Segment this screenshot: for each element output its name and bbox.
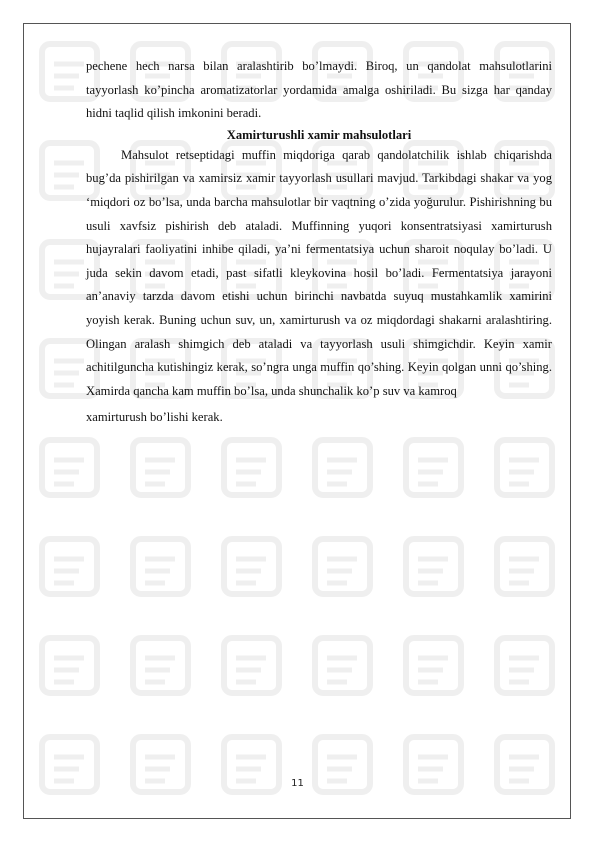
document-body — [86, 55, 552, 430]
paragraph-main-last-line: xamirturush bo’lishi kerak. — [86, 410, 223, 425]
section-heading: Xamirturushli xamir mahsulotlari — [226, 127, 412, 142]
page-number: 11 — [291, 778, 304, 789]
paragraph-intro: pechene hech narsa bilan aralashtirib bo’lmaydi. Biroq, un qandolat mahsulotlarini tayyorlash ko’pincha aromatizatorlar yordamida amalga oshiriladi. Bu sizga har qanday hidni taqlid qilish imkonini beradi. — [86, 59, 552, 121]
paragraph-main: Mahsulot retseptidagi muffin miqdoriga qarab qandolatchilik ishlab chiqarishda bug’da pishirilgan va xamirsiz xamir tayyorlash usullari mavjud. Tarkibdagi shakar va yog ‘miqdori oz bo’lsa, unda barcha mahsulotlar bir vaqtning o’zida yoğurulur. Pishirishning bu usuli xavfsiz pishirish deb ataladi. Muffinning yuqori konsentratsiyasi xamirturush hujayralari faoliyatini inhibe qiladi, ya’ni fermentatsiya uchun sharoit noqulay bo’ladi. U juda sekin davom etadi, past sifatli kleykovina hosil bo’ladi. Fermentatsiya jarayoni an’anaviy tarzda davom etishi uchun birinchi navbatda suyuq mustahkamlik xamirini yoyish kerak. Buning uchun suv, un, xamirturush va oz miqdordagi shakarni aralashtiring. Olingan aralash shimgich deb ataladi va tayyorlash usuli shimgichdir. Keyin xamir achitilguncha kutishingiz kerak, so’ngra unga muffin qo’shing. Keyin qolgan unni qo’shing. Xamirda qancha kam muffin bo’lsa, unda shunchalik ko’p suv va kamroq — [86, 147, 552, 398]
